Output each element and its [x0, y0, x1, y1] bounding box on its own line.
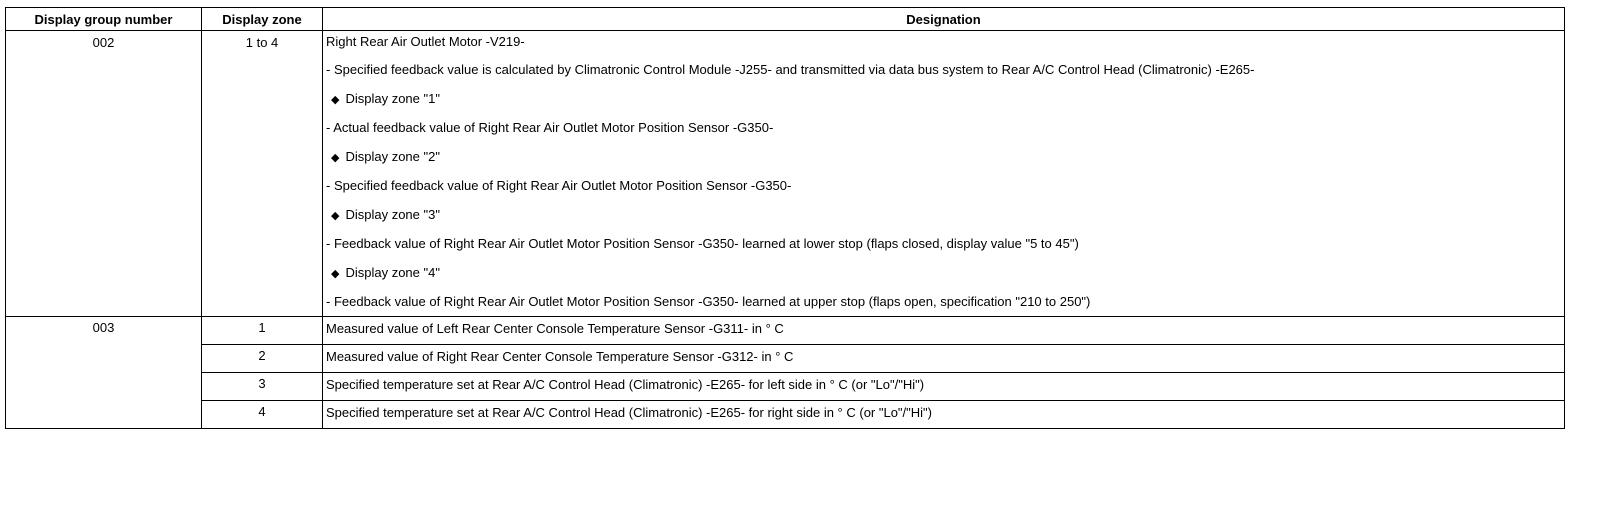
diamond-bullet-icon: ◆	[331, 210, 340, 222]
bullet-label: Display zone "1"	[345, 91, 440, 106]
display-zone-bullet-item	[323, 142, 1564, 171]
bullet-label: Display zone "2"	[345, 149, 440, 164]
display-zone-cell: 1	[202, 317, 323, 345]
group-number-002: 002	[6, 31, 202, 317]
designation-line: - Specified feedback value of Right Rear Air Outlet Motor Position Sensor -G350-	[326, 178, 792, 193]
display-zone-cell: 3	[202, 373, 323, 401]
header-designation: Designation	[323, 8, 1565, 31]
header-display-zone: Display zone	[202, 8, 323, 31]
display-zone-cell: 4	[202, 401, 323, 429]
designation-line: Right Rear Air Outlet Motor -V219-	[326, 34, 525, 49]
diamond-bullet-icon: ◆	[331, 152, 340, 164]
designation-line: - Actual feedback value of Right Rear Air Outlet Motor Position Sensor -G350-	[326, 120, 774, 135]
display-zone-bullet-item	[323, 200, 1564, 229]
bullet-label: Display zone "4"	[345, 265, 440, 280]
designation-cell: Specified temperature set at Rear A/C Control Head (Climatronic) -E265- for right side in ° C (or "Lo"/"Hi")	[323, 401, 1565, 429]
header-display-group-number: Display group number	[6, 8, 202, 31]
designation-line: - Specified feedback value is calculated by Climatronic Control Module -J255- and transmitted via data bus system to Rear A/C Control Head (Climatronic) -E265-	[326, 62, 1255, 77]
bullet-label: Display zone "3"	[345, 207, 440, 222]
table-row-group-003-zone-1	[6, 317, 1565, 345]
display-zone-bullet-item	[323, 258, 1564, 287]
designation-cell: Measured value of Right Rear Center Console Temperature Sensor -G312- in ° C	[323, 345, 1565, 373]
table-row-group-002	[6, 31, 1565, 317]
table-header-row	[6, 8, 1565, 31]
display-group-table	[5, 7, 1565, 429]
table-row-group-003-zone-4	[6, 401, 1565, 429]
designation-line: - Feedback value of Right Rear Air Outlet Motor Position Sensor -G350- learned at lower stop (flaps closed, display value "5 to 45")	[326, 236, 1079, 251]
diamond-bullet-icon: ◆	[331, 94, 340, 106]
designation-cell: Measured value of Left Rear Center Console Temperature Sensor -G311- in ° C	[323, 317, 1565, 345]
display-zone-bullet-item	[323, 84, 1564, 113]
display-zone-002: 1 to 4	[202, 31, 323, 317]
group-number-003: 003	[6, 317, 202, 429]
designation-line: - Feedback value of Right Rear Air Outlet Motor Position Sensor -G350- learned at upper stop (flaps open, specification "210 to 250")	[326, 294, 1091, 309]
table-row-group-003-zone-2	[6, 345, 1565, 373]
designation-cell: Specified temperature set at Rear A/C Control Head (Climatronic) -E265- for left side in ° C (or "Lo"/"Hi")	[323, 373, 1565, 401]
designation-002	[323, 31, 1565, 317]
display-zone-cell: 2	[202, 345, 323, 373]
diamond-bullet-icon: ◆	[331, 268, 340, 280]
table-row-group-003-zone-3	[6, 373, 1565, 401]
